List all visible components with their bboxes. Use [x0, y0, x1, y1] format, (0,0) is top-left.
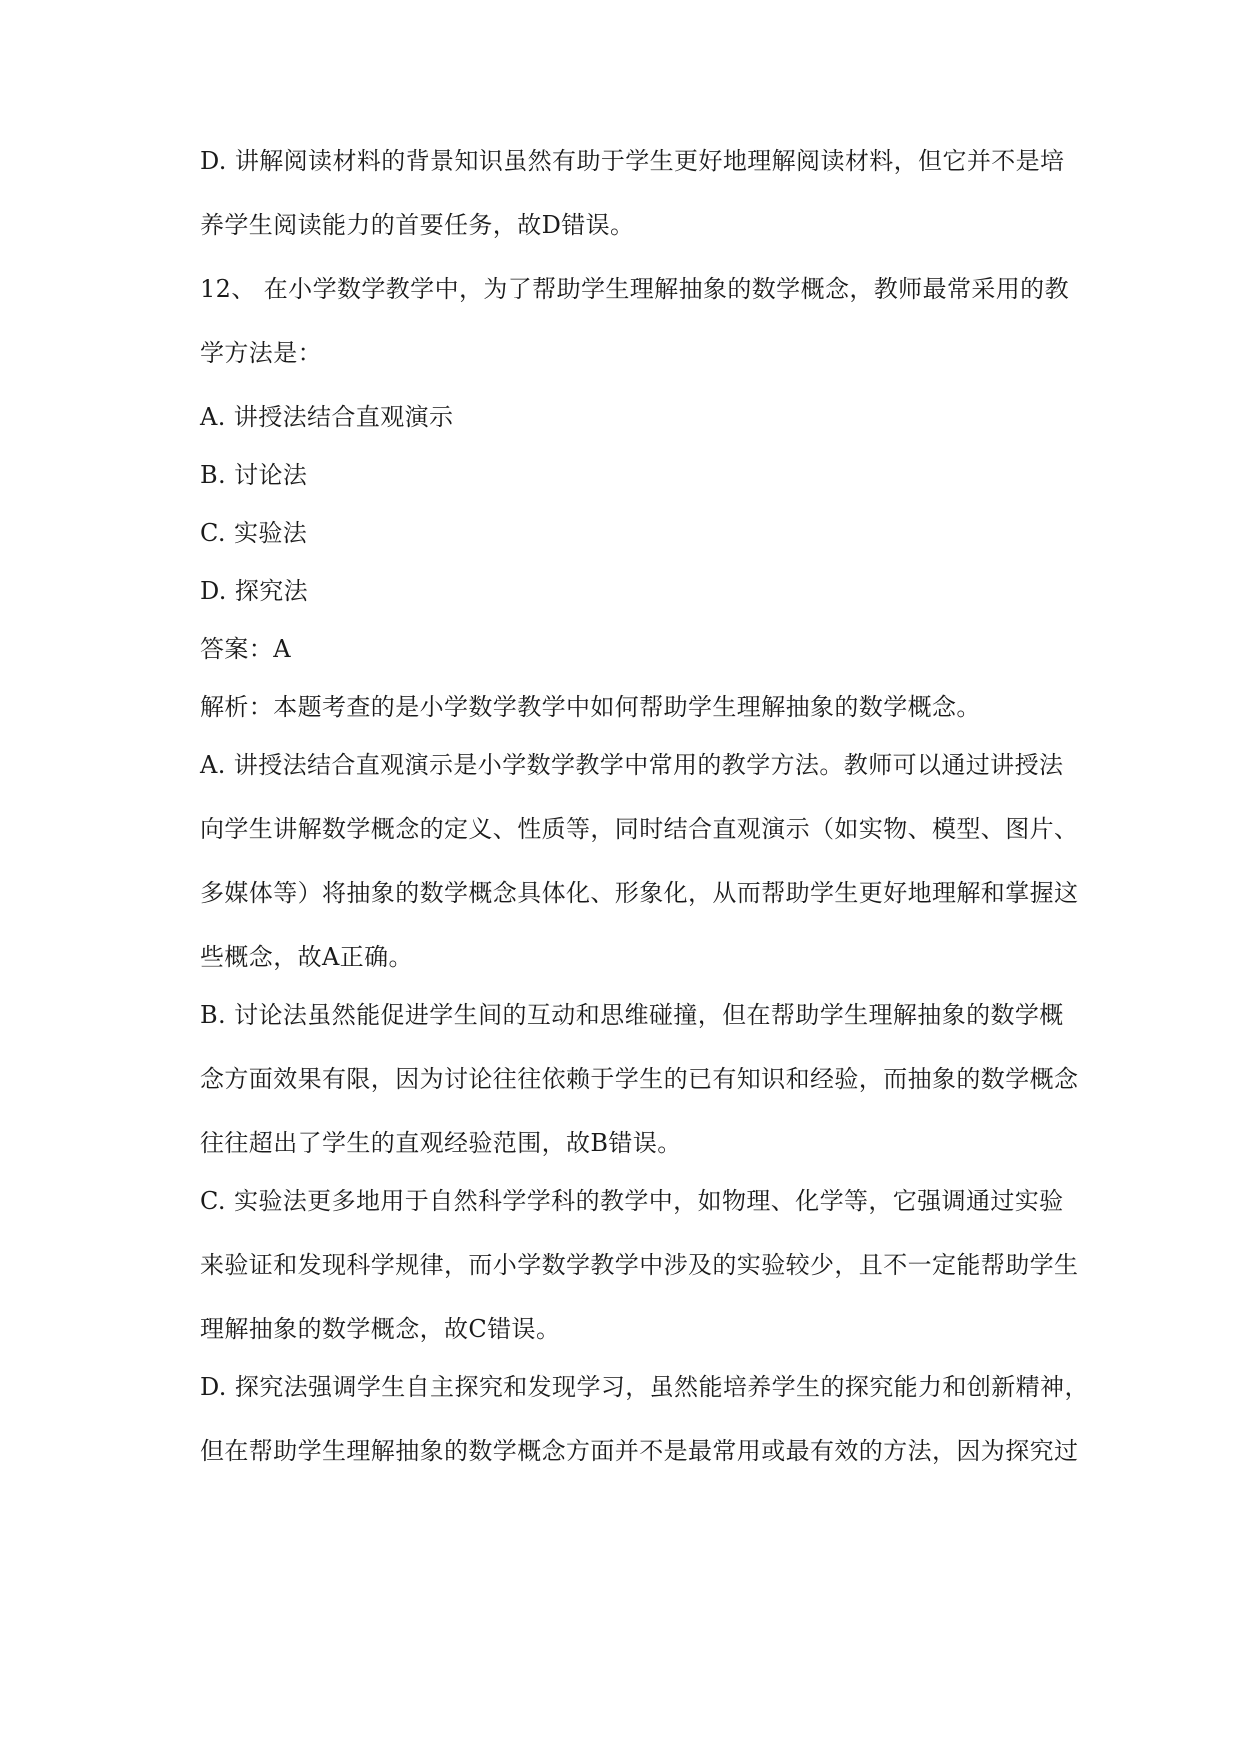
option-b: B. 讨论法: [200, 461, 308, 489]
option-d: D. 探究法: [200, 577, 309, 605]
text-line: 念方面效果有限，因为讨论往往依赖于学生的已有知识和经验，而抽象的数学概念: [200, 1065, 1079, 1093]
text-line: 些概念，故A正确。: [200, 943, 413, 971]
text-line: 来验证和发现科学规律，而小学数学教学中涉及的实验较少，且不一定能帮助学生: [200, 1251, 1079, 1279]
text-line: C. 实验法更多地用于自然科学学科的教学中，如物理、化学等，它强调通过实验: [200, 1187, 1064, 1215]
text-line: 但在帮助学生理解抽象的数学概念方面并不是最常用或最有效的方法，因为探究过: [200, 1437, 1079, 1465]
analysis-line: 解析：本题考查的是小学数学教学中如何帮助学生理解抽象的数学概念。: [200, 693, 981, 721]
text-line: D. 探究法强调学生自主探究和发现学习，虽然能培养学生的探究能力和创新精神，: [200, 1373, 1089, 1401]
text-line: A. 讲授法结合直观演示是小学数学教学中常用的教学方法。教师可以通过讲授法: [200, 751, 1064, 779]
answer-line: 答案：A: [200, 635, 291, 663]
question-stem: 12、 在小学数学教学中，为了帮助学生理解抽象的数学概念，教师最常采用的教: [200, 275, 1069, 303]
question-stem: 学方法是：: [200, 339, 322, 367]
text-line: 养学生阅读能力的首要任务，故D错误。: [200, 211, 635, 239]
text-line: B. 讨论法虽然能促进学生间的互动和思维碰撞，但在帮助学生理解抽象的数学概: [200, 1001, 1064, 1029]
option-a: A. 讲授法结合直观演示: [200, 403, 454, 431]
text-line: 向学生讲解数学概念的定义、性质等，同时结合直观演示（如实物、模型、图片、: [200, 815, 1079, 843]
text-line: 理解抽象的数学概念，故C错误。: [200, 1315, 561, 1343]
document-body: [200, 146, 1100, 1466]
option-c: C. 实验法: [200, 519, 308, 547]
text-line: 往往超出了学生的直观经验范围，故B错误。: [200, 1129, 682, 1157]
text-line: 多媒体等）将抽象的数学概念具体化、形象化，从而帮助学生更好地理解和掌握这: [200, 879, 1079, 907]
text-line: D. 讲解阅读材料的背景知识虽然有助于学生更好地理解阅读材料，但它并不是培: [200, 147, 1065, 175]
